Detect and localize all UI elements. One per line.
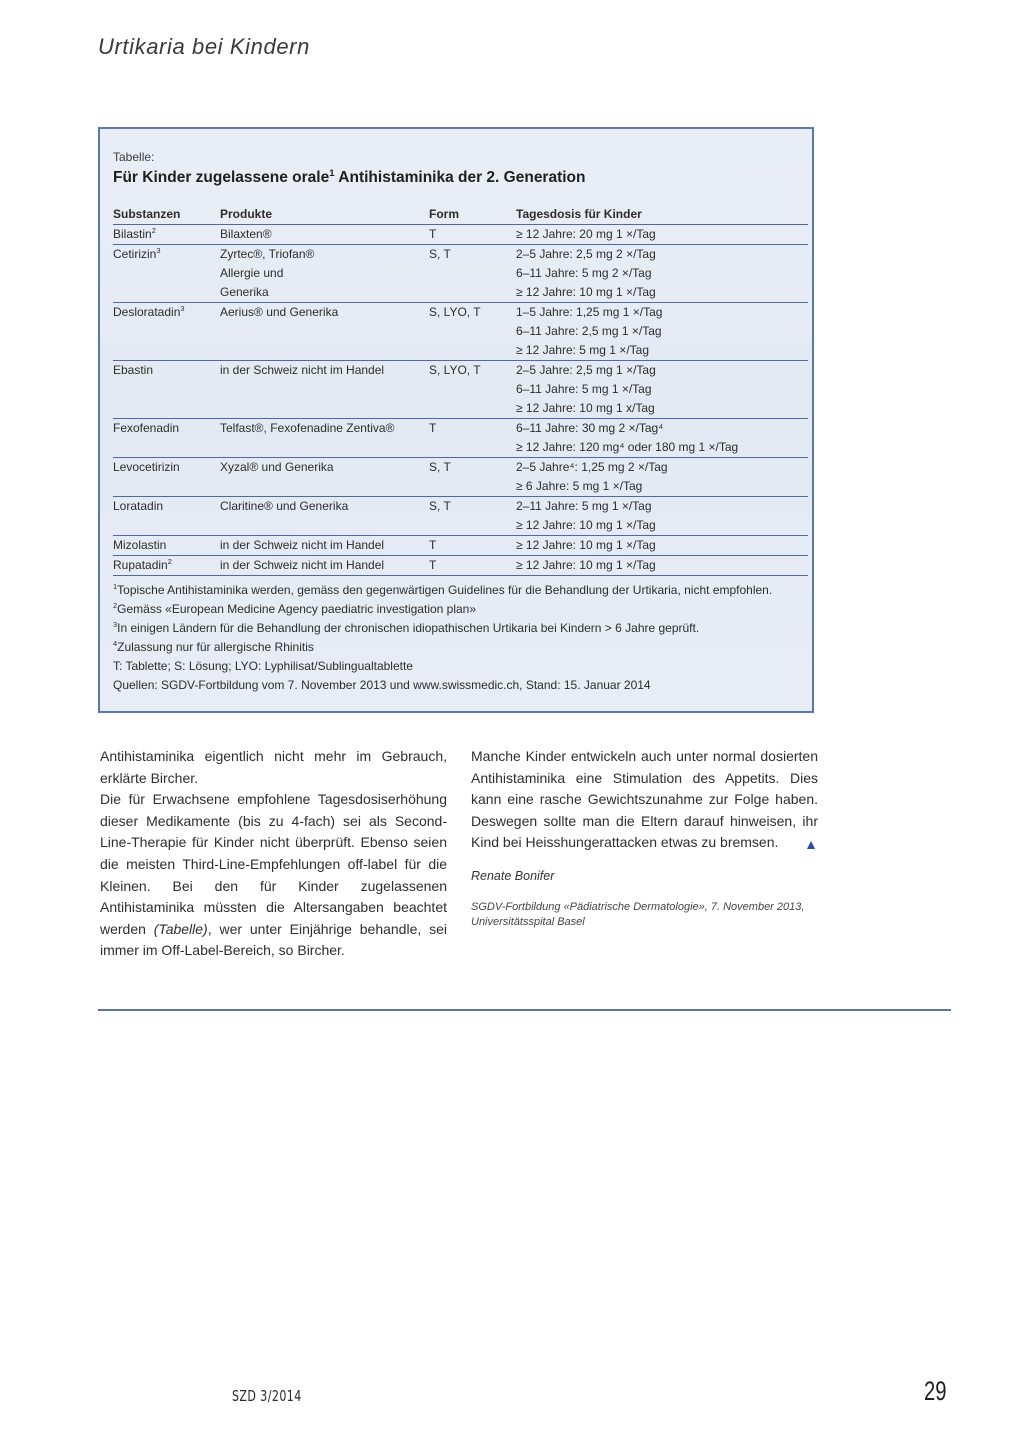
column-header: Tagesdosis für Kinder [516,207,642,221]
substance-cell: Desloratadin$^3$ [113,304,185,319]
table-body [113,225,808,576]
dose-cell: ≥ 12 Jahre: 10 mg 1 ×/Tag [516,538,656,552]
form-cell: T [429,558,437,572]
table-row [113,556,808,576]
product-cell: Telfast®, Fexofenadine Zentiva® [220,421,395,435]
dose-cell: 6–11 Jahre: 30 mg 2 ×/Tag⁴ ≥ 12 Jahre: 120 mg⁴ oder 180 mg 1 ×/Tag [516,421,739,454]
footnote: $^2$Gemäss «European Medicine Agency paediatric investigation plan» [113,601,477,616]
table-caption: Tabelle: [113,150,155,164]
substance-cell: Ebastin [113,363,154,377]
dose-cell: ≥ 12 Jahre: 10 mg 1 ×/Tag [516,558,656,572]
table-row [113,245,808,303]
author-name: Renate Bonifer [471,868,555,883]
section-divider [98,1009,951,1011]
antihistamine-table-box [98,127,814,713]
form-cell: S, LYO, T [429,363,481,377]
column-header: Substanzen [113,207,181,221]
dose-cell: 1–5 Jahre: 1,25 mg 1 ×/Tag 6–11 Jahre: 2,5 mg 1 ×/Tag ≥ 12 Jahre: 5 mg 1 ×/Tag [516,305,663,357]
table-row [113,361,808,419]
form-cell: T [429,227,437,241]
dose-cell: ≥ 12 Jahre: 20 mg 1 ×/Tag [516,227,656,241]
substance-cell: Cetirizin$^3$ [113,246,161,261]
dose-cell: 2–11 Jahre: 5 mg 1 ×/Tag ≥ 12 Jahre: 10 mg 1 ×/Tag [516,499,656,532]
footnote: T: Tablette; S: Lösung; LYO: Lyphilisat/Sublingualtablette [113,659,413,673]
product-cell: Claritine® und Generika [220,499,349,513]
footnote: Quellen: SGDV-Fortbildung vom 7. November 2013 und www.swissmedic.ch, Stand: 15. Januar 2014 [113,678,651,692]
dose-cell: 2–5 Jahre: 2,5 mg 1 ×/Tag 6–11 Jahre: 5 mg 1 ×/Tag ≥ 12 Jahre: 10 mg 1 x/Tag [516,363,656,415]
table-footnotes [113,581,813,695]
body-column-right [471,746,818,931]
product-cell: Xyzal® und Generika [220,460,334,474]
form-cell: S, T [429,460,451,474]
table-row [113,536,808,556]
dose-cell: 2–5 Jahre: 2,5 mg 2 ×/Tag 6–11 Jahre: 5 mg 2 ×/Tag ≥ 12 Jahre: 10 mg 1 ×/Tag [516,247,656,299]
footnote: $^3$In einigen Ländern für die Behandlung der chronischen idiopathischen Urtikaria bei Kindern > 6 Jahre geprüft. [113,620,700,635]
form-cell: T [429,421,437,435]
table-grid [113,205,808,576]
substance-cell: Bilastin$^2$ [113,226,156,241]
table-row [113,458,808,497]
table-row [113,419,808,458]
product-cell: Bilaxten® [220,227,272,241]
dose-cell: 2–5 Jahre⁴: 1,25 mg 2 ×/Tag ≥ 6 Jahre: 5 mg 1 ×/Tag [516,460,668,493]
product-cell: Zyrtec®, Triofan® Allergie und Generika [220,247,315,299]
substance-cell: Loratadin [113,499,164,513]
running-title: Urtikaria bei Kindern [98,34,310,59]
table-title: Für Kinder zugelassene orale$^1$ Antihistaminika der 2. Generation [113,167,586,186]
form-cell: S, LYO, T [429,305,481,319]
paragraph: Manche Kinder entwickeln auch unter normal dosierten Antihistaminika eine Stimulation des Appetits. Dies kann eine rasche Gewichtszunahme zur Folge haben. Deswegen sollte man die Eltern darauf hinweisen, ihr Kind bei Heisshungerattacken etwas zu bremsen. ▲ [471,746,818,854]
form-cell: S, T [429,499,451,513]
substance-cell: Mizolastin [113,538,167,552]
product-cell: in der Schweiz nicht im Handel [220,558,385,572]
product-cell: in der Schweiz nicht im Handel [220,363,385,377]
column-header: Form [429,207,459,221]
paragraph: Antihistaminika eigentlich nicht mehr im Gebrauch, erklärte Bircher. [100,748,447,786]
paragraph: Die für Erwachsene empfohlene Tagesdosiserhöhung dieser Medikamente (bis zu 4-fach) sei als Second-Line-Therapie für Kinder nicht überprüft. Ebenso seien die meisten Third-Line-Empfehlungen off-label für die Kleinen. Bei den für Kinder zugelassenen Antihistaminika müssten die Altersangaben beachtet werden (Tabelle), wer unter Einjährige behandle, sei immer im Off-Label-Bereich, so Bircher. [100,791,447,959]
substance-cell: Rupatadin$^2$ [113,557,172,572]
substance-cell: Levocetirizin [113,460,180,474]
product-cell: in der Schweiz nicht im Handel [220,538,385,552]
table-row [113,497,808,536]
journal-issue: SZD 3/2014 [232,1387,302,1405]
form-cell: S, T [429,247,451,261]
footnote: $^4$Zulassung nur für allergische Rhinitis [113,639,314,654]
end-of-article-icon: ▲ [804,836,818,853]
footnote: $^1$Topische Antihistaminika werden, gemäss den gegenwärtigen Guidelines für die Behandlung der Urtikaria, nicht empfohlen. [113,582,773,597]
column-header: Produkte [220,207,273,221]
product-cell: Aerius® und Generika [220,305,339,319]
form-cell: T [429,538,437,552]
source-note: SGDV-Fortbildung «Pädiatrische Dermatologie», 7. November 2013, Universitätsspital Basel [471,900,805,929]
body-column-left [100,746,447,962]
table-row [113,303,808,361]
table-row [113,225,808,245]
substance-cell: Fexofenadin [113,421,180,435]
page-number: 29 [924,1376,947,1406]
table-header-row [113,205,808,225]
